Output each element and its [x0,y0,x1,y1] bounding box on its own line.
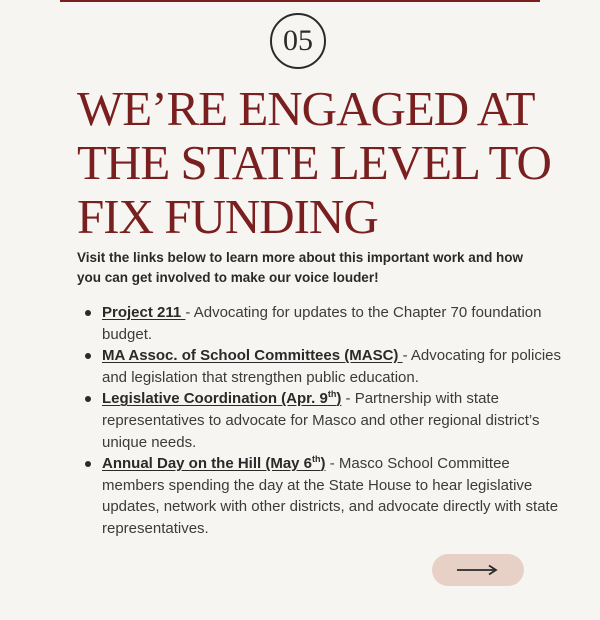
arrow-right-icon [456,564,500,576]
list-item [102,345,572,388]
list-item [102,302,572,345]
title-line-2: THE STATE LEVEL TO [77,135,551,190]
next-button[interactable] [432,554,524,586]
title-line-1: WE’RE ENGAGED AT [77,81,535,136]
list-item [102,453,572,539]
title-line-3: FIX FUNDING [77,189,378,244]
resource-list [82,302,572,540]
legislative-coordination-link[interactable]: Legislative Coordination (Apr. 9th) [102,389,342,408]
list-item-description: - Advocating for policies and legislation that strengthen public education. [102,347,562,386]
project-211-link[interactable]: Project 211 [102,304,186,321]
top-divider [60,0,540,2]
page-title [77,81,551,244]
section-number: 05 [283,24,313,57]
masc-link[interactable]: MA Assoc. of School Committees (MASC) [102,347,403,365]
intro-text: Visit the links below to learn more about this important work and how you can get involved to make our voice louder! [77,250,524,285]
day-on-the-hill-link[interactable]: Annual Day on the Hill (May 6th) [102,454,326,473]
list-item-description: - Partnership with state representatives to advocate for Masco and other regional district’s unique needs. [102,390,540,451]
list-item [102,388,572,453]
section-number-badge [270,13,326,69]
list-item-description: - Masco School Committee members spending the day at the State House to hear legislative updates, network with other districts, and advocate directly with state representatives. [102,455,559,537]
list-item-description: - Advocating for updates to the Chapter 70 foundation budget. [102,304,542,343]
